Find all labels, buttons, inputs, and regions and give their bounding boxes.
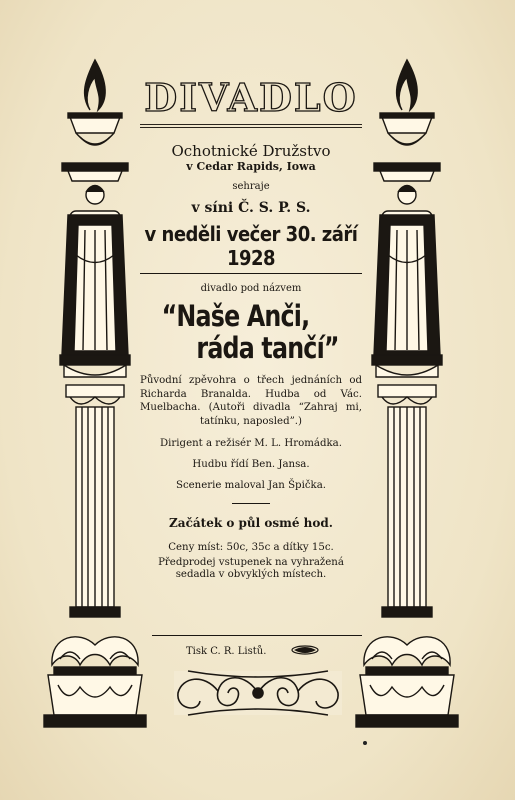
footer-rule: [152, 635, 362, 636]
conductor-credit: Dirigent a režisér M. L. Hromádka.: [160, 438, 342, 449]
performance-date: v neděli večer 30. září 1928: [144, 222, 358, 270]
play-intro-text: divadlo pod názvem: [200, 283, 302, 294]
play-description: Původní zpěvohra o třech jednáních od Richarda Branalda. Hudba od Vác. Muelbacha. (Autoři divadla “Zahraj mi, tatínku, naposled”.): [140, 375, 362, 427]
leaf-ornament-icon: [290, 644, 320, 656]
section-divider: [232, 503, 270, 504]
play-title-line-2: ráda tančí”: [196, 331, 339, 365]
scenery-credit: Scenerie maloval Jan Špička.: [175, 480, 327, 491]
presale-info: Předprodej vstupenek na vyhražená sedadla v obvyklých místech.: [158, 557, 344, 580]
organization-name: Ochotnické Družstvo: [171, 142, 331, 160]
left-column-ornament: [40, 55, 150, 735]
caryatid-column-illustration: [40, 55, 150, 735]
presents-text: sehraje: [232, 181, 270, 192]
start-time: Začátek o půl osmé hod.: [169, 516, 333, 530]
venue-text: v síni Č. S. P. S.: [191, 200, 311, 216]
printer-credit: Tisk C. R. Listů.: [186, 646, 267, 657]
caryatid-column-illustration: [352, 55, 462, 735]
organization-location: v Cedar Rapids, Iowa: [186, 160, 316, 173]
playbill-text-block: [140, 75, 362, 581]
title-rule: [140, 124, 362, 125]
ticket-prices: Ceny míst: 50c, 35c a dítky 15c.: [168, 542, 334, 553]
right-column-ornament: [352, 55, 462, 735]
scroll-ornament-icon: [168, 663, 348, 723]
music-credit: Hudbu řídí Ben. Jansa.: [192, 459, 310, 470]
title-rule-thin: [140, 127, 362, 128]
date-rule: [140, 273, 362, 274]
play-title-line-1: “Naše Anči,: [161, 299, 310, 333]
print-speck: [363, 741, 367, 745]
page-title: DIVADLO: [144, 75, 358, 120]
